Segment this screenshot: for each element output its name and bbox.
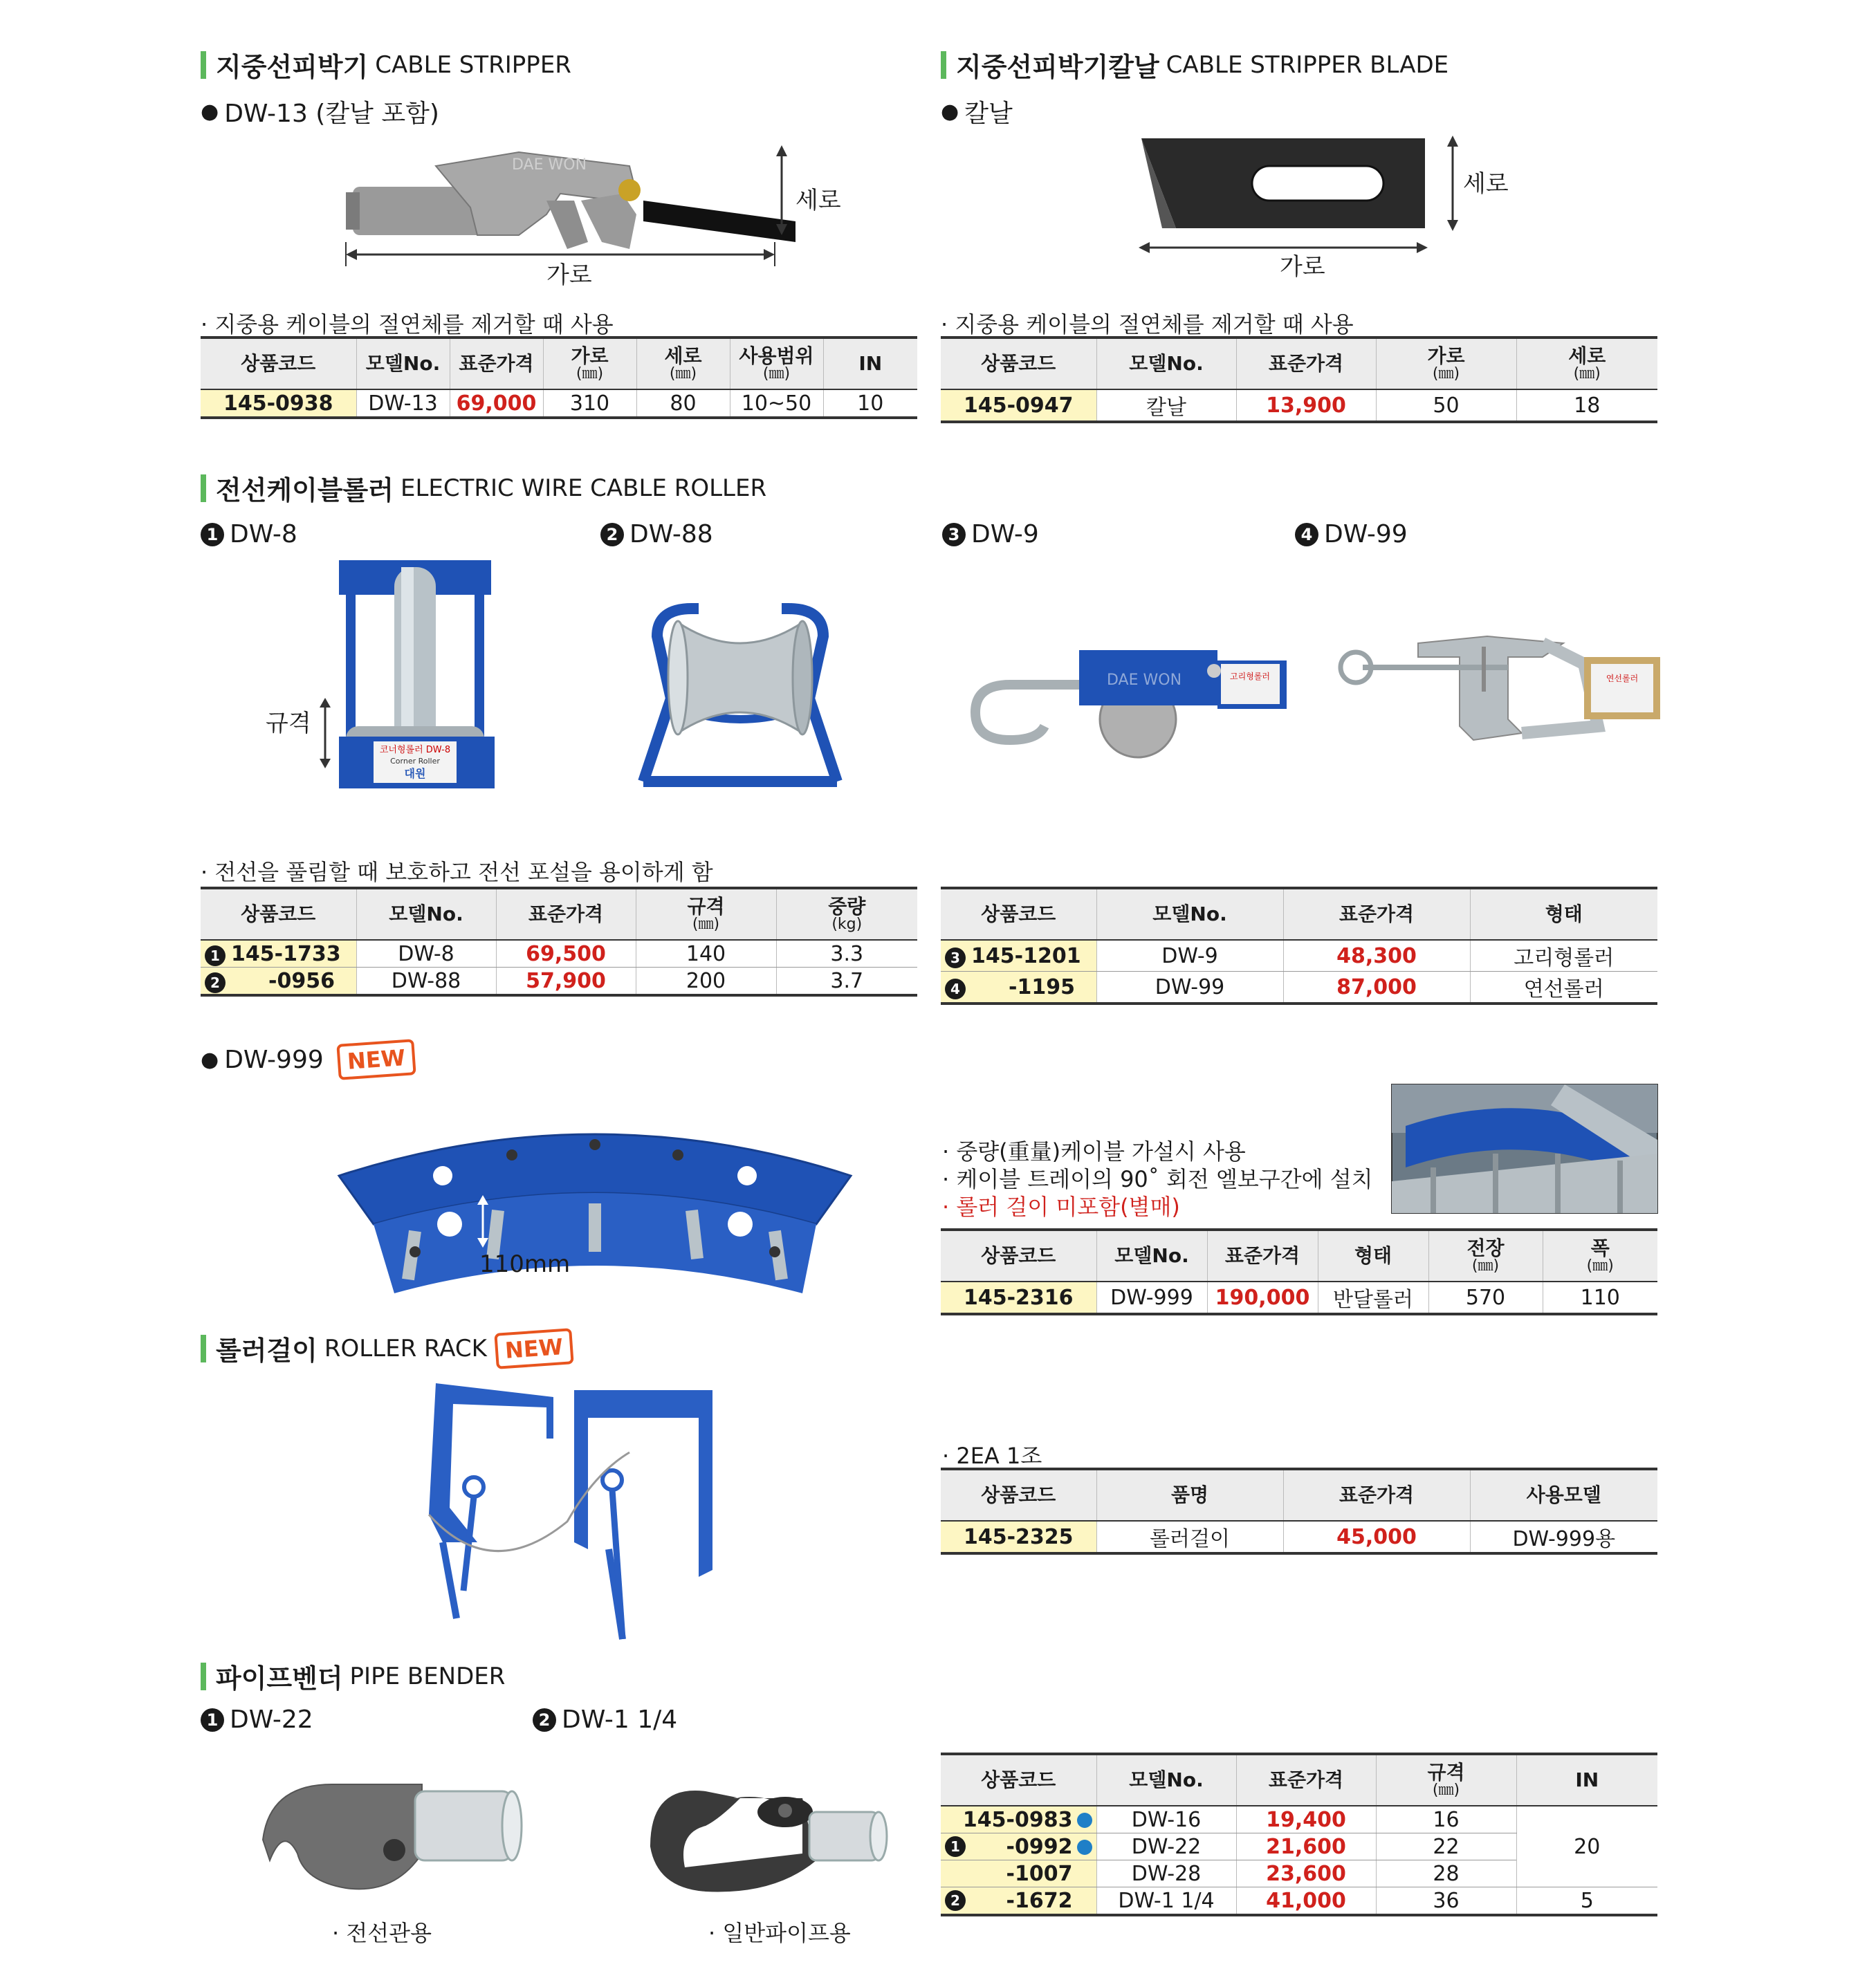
- col-header: IN: [1516, 1754, 1657, 1806]
- number-badge-icon: 4: [945, 979, 966, 999]
- dim-label-spec: 규격: [266, 710, 311, 737]
- dim-label-width: 가로: [1280, 253, 1325, 281]
- col-header: 상품코드: [941, 1469, 1096, 1521]
- col-header: 표준가격: [1236, 338, 1376, 389]
- model-cell: DW-9: [1096, 940, 1283, 972]
- section-title-pipe-bender: [201, 1657, 505, 1695]
- number-badge-icon: 4: [1295, 523, 1318, 546]
- blue-dot-icon: [1077, 1840, 1092, 1855]
- model-cell: DW-99: [1096, 972, 1283, 1004]
- col-header: 상품코드: [201, 338, 356, 389]
- section-accent-bar: [201, 474, 206, 502]
- roller-rack-image: [387, 1376, 733, 1653]
- section-title-en: CABLE STRIPPER: [375, 50, 571, 79]
- col-header: 표준가격: [1236, 1754, 1376, 1806]
- col-header: 표준가격: [1283, 1469, 1470, 1521]
- dw9-roller-image: [968, 636, 1300, 761]
- in-cell: 5: [1516, 1887, 1657, 1916]
- col-header: 품명: [1096, 1469, 1283, 1521]
- note-dw999-line1: · 중량(重量)케이블 가설시 사용: [942, 1138, 1246, 1165]
- model-label-dw9: [942, 520, 1039, 548]
- product-code-cell: [941, 972, 1096, 1004]
- col-header: [1543, 1230, 1657, 1282]
- col-header-unit: (㎜): [576, 365, 604, 382]
- table-header-row: [941, 338, 1657, 389]
- code-text: -1195: [1009, 974, 1075, 999]
- spec-cell: 22: [1376, 1833, 1516, 1860]
- col-header-unit: (㎜): [692, 916, 720, 933]
- bullet-dot-icon: ●: [201, 100, 219, 124]
- section-title-roller-rack: [201, 1329, 487, 1367]
- col-header: [543, 338, 636, 389]
- section-title-ko: 전선케이블롤러: [216, 475, 394, 506]
- table-row: [941, 972, 1657, 1004]
- type-cell: 반달롤러: [1318, 1282, 1428, 1314]
- section-title-ko: 파이프벤더: [216, 1663, 343, 1694]
- model-label-dw114: [533, 1706, 677, 1734]
- spec-cell: 200: [636, 968, 776, 996]
- col-header: 표준가격: [1207, 1230, 1318, 1282]
- dimension-arrows-blade: [1134, 131, 1508, 263]
- section-title-en: CABLE STRIPPER BLADE: [1166, 50, 1449, 79]
- table-row: [941, 1282, 1657, 1314]
- section-title-ko: 지중선피박기칼날: [956, 52, 1159, 82]
- product-code-cell: [941, 1833, 1096, 1860]
- col-header: 모델No.: [1096, 888, 1283, 940]
- product-code-cell: 145-2316: [941, 1282, 1096, 1314]
- spec-table-pipe-bender: [941, 1753, 1657, 1916]
- model-label-text: DW-8: [230, 520, 297, 548]
- model-label-dw13: [201, 94, 439, 129]
- in-cell: 20: [1516, 1806, 1657, 1887]
- product-code-cell: [201, 940, 356, 968]
- table-row: [201, 940, 917, 968]
- code-text: -0956: [268, 968, 335, 993]
- dw99-roller-image: [1335, 616, 1681, 754]
- weight-cell: 3.3: [776, 940, 917, 968]
- col-header-label: 세로: [1568, 344, 1606, 367]
- col-header-label: 전장: [1466, 1237, 1505, 1259]
- col-header: [776, 888, 917, 940]
- model-label-text: DW-13 (칼날 포함): [224, 100, 439, 128]
- col-header-label: 사용범위: [739, 344, 814, 367]
- price-cell: 41,000: [1236, 1887, 1376, 1916]
- col-header-label: 가로: [1427, 344, 1465, 367]
- col-header: 상품코드: [941, 1230, 1096, 1282]
- number-badge-icon: 1: [201, 1708, 224, 1732]
- note-dw999-line2: · 케이블 트레이의 90˚ 회전 엘보구간에 설치: [942, 1166, 1373, 1192]
- col-header-label: 폭: [1590, 1237, 1610, 1259]
- code-text: -1672: [1006, 1888, 1073, 1913]
- table-row: [941, 389, 1657, 422]
- dim-label-110mm: 110mm: [479, 1250, 571, 1278]
- spec-cell: 36: [1376, 1887, 1516, 1916]
- section-title-en: PIPE BENDER: [349, 1662, 506, 1690]
- spec-table-stripper-blade: [941, 336, 1657, 423]
- col-header: 상품코드: [941, 888, 1096, 940]
- spec-table-cable-roller-left: [201, 887, 917, 997]
- blue-dot-icon: [1077, 1813, 1092, 1828]
- section-title-cable-roller: [201, 469, 766, 507]
- new-badge: NEW: [494, 1328, 573, 1369]
- col-header-unit: (㎜): [762, 365, 791, 382]
- weight-cell: 3.7: [776, 968, 917, 996]
- price-cell: 45,000: [1283, 1521, 1470, 1553]
- col-header-unit: (㎜): [669, 365, 697, 382]
- col-header-label: 중량: [828, 895, 866, 918]
- section-accent-bar: [941, 51, 946, 79]
- col-header: 표준가격: [450, 338, 543, 389]
- dw8-roller-image: [325, 553, 505, 795]
- model-label-text: DW-9: [971, 520, 1039, 548]
- section-title-stripper-blade: [941, 46, 1449, 84]
- model-cell: DW-8: [356, 940, 496, 968]
- col-header: [636, 338, 730, 389]
- dw9-label-text: 고리형롤러: [1230, 672, 1270, 681]
- model-cell: DW-88: [356, 968, 496, 996]
- col-header: 상품코드: [941, 338, 1096, 389]
- spec-cell: 16: [1376, 1806, 1516, 1833]
- section-accent-bar: [201, 1663, 206, 1690]
- col-header: 모델No.: [1096, 1230, 1207, 1282]
- product-code-cell: [941, 1887, 1096, 1916]
- code-text: -0992: [1006, 1834, 1073, 1859]
- type-cell: 연선롤러: [1470, 972, 1657, 1004]
- model-cell: DW-13: [356, 389, 450, 418]
- model-label-text: DW-99: [1324, 520, 1408, 548]
- spec-cell: 28: [1376, 1860, 1516, 1887]
- price-cell: 23,600: [1236, 1860, 1376, 1887]
- col-header-unit: (㎜): [1471, 1257, 1500, 1275]
- section-title-en: ROLLER RACK: [324, 1334, 487, 1362]
- new-badge: NEW: [336, 1039, 416, 1080]
- pipe-bender-dw22-image: [242, 1771, 533, 1902]
- bullet-dot-icon: ●: [941, 100, 959, 124]
- model-label-dw88: [600, 520, 713, 548]
- note-roller-rack: · 2EA 1조: [942, 1443, 1042, 1469]
- range-cell: 10~50: [730, 389, 823, 418]
- table-header-row: [201, 338, 917, 389]
- name-cell: 롤러걸이: [1096, 1521, 1283, 1553]
- col-header-unit: (㎜): [1432, 365, 1460, 382]
- table-row: [941, 1806, 1657, 1833]
- col-header: 사용모델: [1470, 1469, 1657, 1521]
- spec-cell: 140: [636, 940, 776, 968]
- model-cell: DW-1 1/4: [1096, 1887, 1236, 1916]
- price-cell: 13,900: [1236, 389, 1376, 422]
- model-cell: DW-999: [1096, 1282, 1207, 1314]
- col-header-label: 가로: [571, 344, 609, 367]
- table-row: [201, 968, 917, 996]
- spec-table-cable-stripper: [201, 336, 917, 419]
- model-cell: DW-22: [1096, 1833, 1236, 1860]
- dim-label-width: 가로: [546, 261, 592, 289]
- col-header: [730, 338, 823, 389]
- code-text: 145-1733: [231, 941, 341, 966]
- note-stripper-blade: · 지중용 케이블의 절연체를 제거할 때 사용: [941, 311, 1354, 338]
- dim-label-height: 세로: [1463, 170, 1509, 198]
- model-cell: DW-999용: [1470, 1521, 1657, 1553]
- dw88-roller-image: [629, 595, 851, 795]
- col-header: 모델No.: [1096, 1754, 1236, 1806]
- dw8-label-line1: 코너형롤러 DW-8: [379, 745, 451, 755]
- section-title-ko: 지중선피박기: [216, 52, 369, 82]
- model-label-dw99: [1295, 520, 1408, 548]
- model-cell: DW-28: [1096, 1860, 1236, 1887]
- product-code-cell: [941, 1806, 1096, 1833]
- section-title-ko: 롤러걸이: [216, 1335, 318, 1366]
- section-title-cable-stripper: [201, 46, 571, 84]
- product-code-cell: [941, 940, 1096, 972]
- number-badge-icon: 2: [205, 972, 226, 993]
- col-header-unit: (㎜): [1432, 1782, 1460, 1799]
- note-cable-roller: · 전선을 풀림할 때 보호하고 전선 포설을 용이하게 함: [201, 859, 713, 885]
- col-header: 표준가격: [1283, 888, 1470, 940]
- col-header: IN: [823, 338, 917, 389]
- dw8-label-line3: 대원: [404, 767, 426, 780]
- model-label-dw999: [201, 1046, 324, 1074]
- caption-dw22: · 전선관용: [332, 1920, 432, 1946]
- dw9-brand-text: DAE WON: [1107, 672, 1182, 689]
- product-code-cell: [941, 1860, 1096, 1887]
- product-code-cell: [201, 968, 356, 996]
- dw999-dimension-arrow: [469, 1194, 497, 1249]
- height-cell: 80: [636, 389, 730, 418]
- model-cell: 칼날: [1096, 389, 1236, 422]
- product-code-cell: 145-0947: [941, 389, 1096, 422]
- section-accent-bar: [201, 1335, 206, 1362]
- col-header: 표준가격: [496, 888, 636, 940]
- table-header-row: [941, 1230, 1657, 1282]
- code-text: -1007: [1006, 1861, 1073, 1886]
- table-row: [941, 1887, 1657, 1916]
- model-label-text: DW-999: [224, 1046, 324, 1074]
- number-badge-icon: 3: [945, 948, 966, 968]
- model-label-text: DW-1 1/4: [562, 1706, 678, 1734]
- price-cell: 69,500: [496, 940, 636, 968]
- price-cell: 87,000: [1283, 972, 1470, 1004]
- table-row: [941, 1521, 1657, 1553]
- col-header-label: 규격: [1427, 1761, 1465, 1784]
- price-cell: 57,900: [496, 968, 636, 996]
- number-badge-icon: 2: [533, 1708, 556, 1732]
- col-header: [1376, 1754, 1516, 1806]
- spec-table-dw999: [941, 1228, 1657, 1315]
- width-cell: 110: [1543, 1282, 1657, 1314]
- code-text: 145-0983: [962, 1807, 1073, 1832]
- model-label-blade: [941, 94, 1013, 129]
- number-badge-icon: 1: [205, 945, 226, 966]
- number-badge-icon: 1: [201, 523, 224, 546]
- table-header-row: [941, 1754, 1657, 1806]
- caption-dw114: · 일반파이프용: [708, 1920, 851, 1946]
- width-cell: 310: [543, 389, 636, 418]
- in-cell: 10: [823, 389, 917, 418]
- col-header: 상품코드: [201, 888, 356, 940]
- dw99-label-text: 연선롤러: [1606, 674, 1639, 683]
- dw8-label-line2: Corner Roller: [390, 757, 440, 766]
- col-header-unit: (㎜): [1573, 365, 1601, 382]
- col-header-unit: (㎜): [1586, 1257, 1614, 1275]
- price-cell: 69,000: [450, 389, 543, 418]
- col-header: 모델No.: [356, 338, 450, 389]
- section-accent-bar: [201, 51, 206, 79]
- table-header-row: [201, 888, 917, 940]
- spec-table-cable-roller-right: [941, 887, 1657, 1005]
- col-header: [1516, 338, 1657, 389]
- note-dw999-line3: · 롤러 걸이 미포함(별매): [942, 1194, 1180, 1220]
- col-header-unit: (kg): [831, 916, 863, 933]
- type-cell: 고리형롤러: [1470, 940, 1657, 972]
- model-cell: DW-16: [1096, 1806, 1236, 1833]
- model-label-dw8: [201, 520, 297, 548]
- dim-label-height: 세로: [796, 187, 841, 214]
- pipe-bender-dw114-image: [636, 1771, 899, 1902]
- model-label-text: DW-22: [230, 1706, 313, 1734]
- price-cell: 21,600: [1236, 1833, 1376, 1860]
- model-label-text: 칼날: [964, 100, 1013, 128]
- product-code-cell: 145-0938: [201, 389, 356, 418]
- price-cell: 190,000: [1207, 1282, 1318, 1314]
- number-badge-icon: 2: [600, 523, 624, 546]
- width-cell: 50: [1376, 389, 1516, 422]
- col-header-label: 규격: [687, 895, 725, 918]
- bullet-dot-icon: ●: [201, 1048, 219, 1072]
- dw8-dimension-arrow: [315, 695, 335, 771]
- col-header: 상품코드: [941, 1754, 1096, 1806]
- col-header: [1376, 338, 1516, 389]
- col-header: 모델No.: [356, 888, 496, 940]
- code-text: 145-1201: [971, 943, 1081, 968]
- section-title-en: ELECTRIC WIRE CABLE ROLLER: [400, 474, 767, 502]
- dw999-roller-image: [332, 1107, 858, 1300]
- col-header: 형태: [1470, 888, 1657, 940]
- table-row: [201, 389, 917, 418]
- col-header: 모델No.: [1096, 338, 1236, 389]
- product-code-cell: 145-2325: [941, 1521, 1096, 1553]
- spec-table-roller-rack: [941, 1468, 1657, 1555]
- number-badge-icon: 3: [942, 523, 966, 546]
- table-header-row: [941, 1469, 1657, 1521]
- dw999-installed-photo: [1392, 1084, 1657, 1213]
- product-brand-text: DAE WON: [512, 156, 587, 174]
- model-label-dw22: [201, 1706, 313, 1734]
- height-cell: 18: [1516, 389, 1657, 422]
- table-row: [941, 940, 1657, 972]
- number-badge-icon: 2: [945, 1890, 966, 1911]
- price-cell: 48,300: [1283, 940, 1470, 972]
- col-header: 형태: [1318, 1230, 1428, 1282]
- price-cell: 19,400: [1236, 1806, 1376, 1833]
- note-cable-stripper: · 지중용 케이블의 절연체를 제거할 때 사용: [201, 311, 614, 338]
- col-header: [636, 888, 776, 940]
- col-header-label: 세로: [664, 344, 702, 367]
- col-header: [1428, 1230, 1543, 1282]
- number-badge-icon: 1: [945, 1836, 966, 1857]
- table-header-row: [941, 888, 1657, 940]
- model-label-text: DW-88: [629, 520, 713, 548]
- length-cell: 570: [1428, 1282, 1543, 1314]
